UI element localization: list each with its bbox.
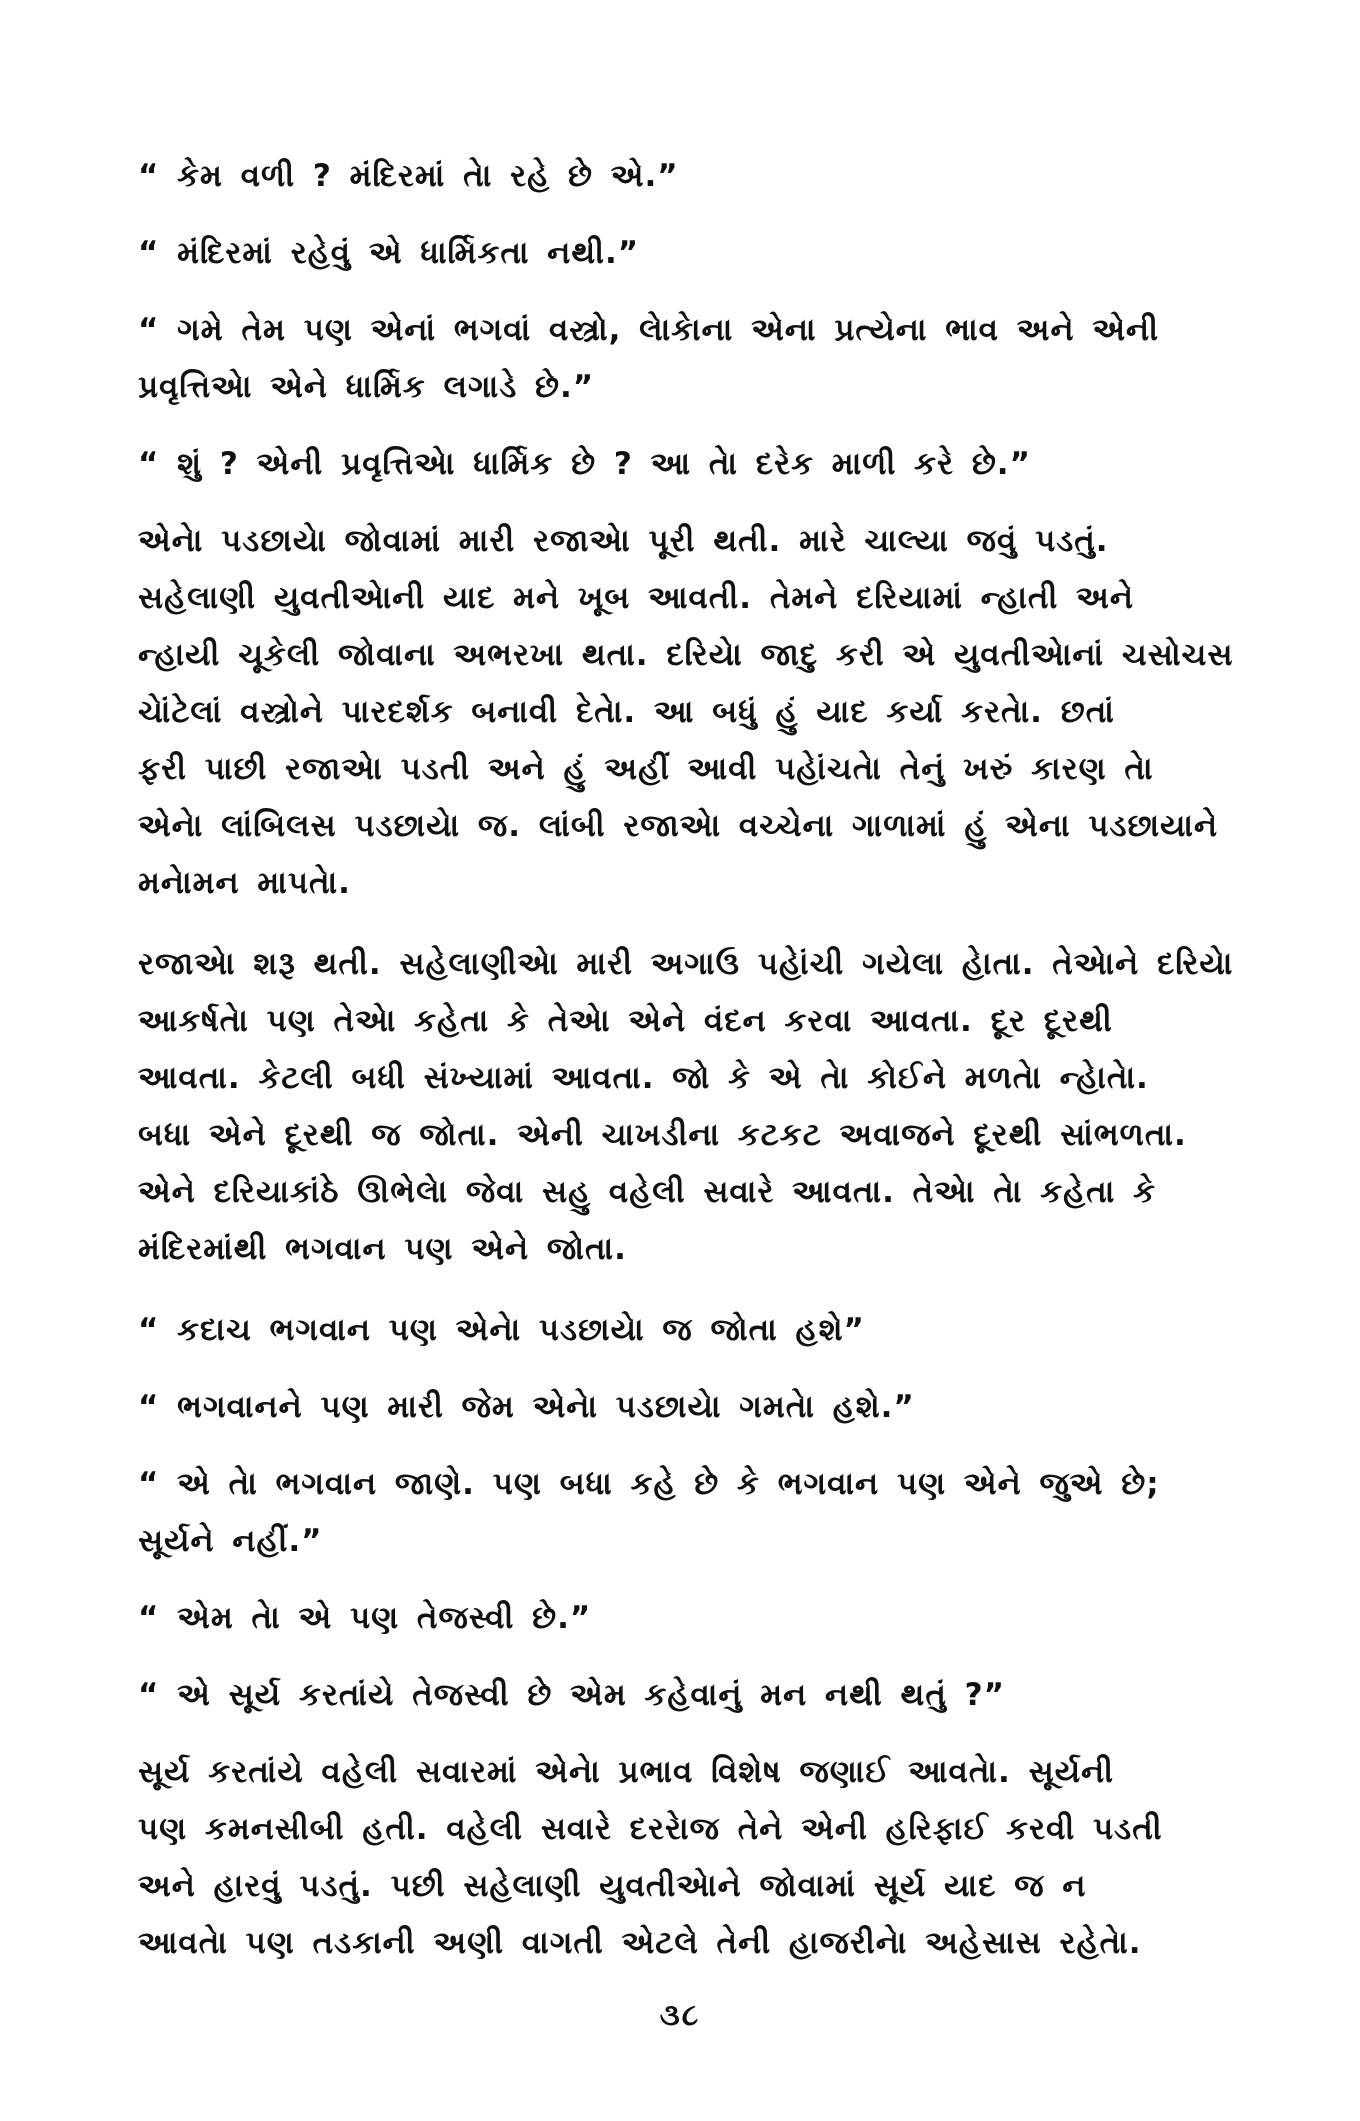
- text-line: “ એ તેા ભગવાન જાણે. પણ બધા કહે છે કે ભગવાન પણ એને જુએ છે;: [138, 1466, 1160, 1502]
- text-line: ફરી પાછી રજાએા પડતી અને હું અહીં આવી પહેાંચતેા તેનું ખરું કારણ તેા: [138, 751, 1154, 787]
- page-body: [138, 148, 1238, 1996]
- text-line: એને દરિયાકાંઠે ઊભેલેા જેવા સહુ વહેલી સવારે આવતા. તેએા તેા કહેતા કે: [138, 1174, 1156, 1210]
- text-line: એનેા લાંબિલસ પડછાયેા જ. લાંબી રજાએા વચ્ચેના ગાળામાં હું એના પડછાયાને: [138, 808, 1219, 844]
- text-line: અને હારવું પડતું. પછી સહેલાણી યુવતીએાને જોવામાં સૂર્ય યાદ જ ન: [138, 1868, 1087, 1904]
- dialog-paragraph: [138, 1667, 1238, 1724]
- text-column: [138, 148, 1238, 1972]
- text-line: સહેલાણી યુવતીએાની યાદ મને ખૂબ આવતી. તેમને દરિયામાં ન્હાતી અને: [138, 580, 1134, 616]
- text-line: સૂર્યને નહીં.”: [138, 1523, 323, 1559]
- text-line: આકર્ષતેા પણ તેએા કહેતા કે તેએા એને વંદન કરવા આવતા. દૂર દૂરથી: [138, 1003, 1113, 1039]
- text-line: પ્રવૃત્તિએા એને ધાર્મિક લગાડે છે.”: [138, 369, 595, 405]
- prose-paragraph: [138, 513, 1238, 912]
- dialog-paragraph: [138, 148, 1238, 205]
- text-line: આવતા. કેટલી બધી સંખ્યામાં આવતા. જો કે એ તેા કોઈને મળતેા ન્હેાતેા.: [138, 1060, 1149, 1096]
- text-line: ચેાંટેલાં વસ્ત્રોને પારદર્શક બનાવી દેતેા. આ બધું હું યાદ કર્યા કરતેા. છતાં: [138, 694, 1115, 730]
- dialog-paragraph: [138, 302, 1238, 416]
- dialog-paragraph: [138, 225, 1238, 282]
- prose-paragraph: [138, 936, 1238, 1278]
- text-line: મંદિરમાંથી ભગવાન પણ એને જોતા.: [138, 1231, 627, 1267]
- text-line: બધા એને દૂરથી જ જોતા. એની ચાખડીના કટકટ અવાજને દૂરથી સાંભળતા.: [138, 1117, 1187, 1153]
- text-line: “ ભગવાનને પણ મારી જેમ એનેા પડછાયેા ગમતેા હશે.”: [138, 1389, 915, 1425]
- text-line: આવતેા પણ તડકાની અણી વાગતી એટલે તેની હાજરીનેા અહેસાસ રહેતેા.: [138, 1925, 1142, 1961]
- dialog-paragraph: [138, 1379, 1238, 1436]
- prose-paragraph: [138, 1744, 1238, 1972]
- text-line: પણ કમનસીબી હતી. વહેલી સવારે દરરેાજ તેને એની હરિફાઈ કરવી પડતી: [138, 1811, 1163, 1847]
- text-line: સૂર્ય કરતાંયે વહેલી સવારમાં એનેા પ્રભાવ વિશેષ જણાઈ આવતેા. સૂર્યની: [138, 1754, 1115, 1790]
- text-line: એનેા પડછાયેા જોવામાં મારી રજાએા પૂરી થતી. મારે ચાલ્યા જવું પડતું.: [138, 523, 1109, 559]
- dialog-paragraph: [138, 1302, 1238, 1359]
- dialog-paragraph: [138, 1590, 1238, 1647]
- text-line: “ કેમ વળી ? મંદિરમાં તેા રહે છે એ.”: [138, 158, 679, 194]
- text-line: “ શું ? એની પ્રવૃત્તિએા ધાર્મિક છે ? આ તેા દરેક માળી કરે છે.”: [138, 446, 1031, 482]
- text-line: “ એ સૂર્ય કરતાંયે તેજસ્વી છે એમ કહેવાનું મન નથી થતું ?”: [138, 1677, 1006, 1713]
- text-line: ન્હાયી ચૂકેલી જોવાના અભરખા થતા. દરિયેા જાદુ કરી એ યુવતીએાનાં ચસોચસ: [138, 637, 1234, 673]
- dialog-paragraph: [138, 1456, 1238, 1570]
- text-line: “ મંદિરમાં રહેવું એ ધાર્મિકતા નથી.”: [138, 235, 640, 271]
- text-line: “ ગમે તેમ પણ એનાં ભગવાં વસ્ત્રો, લેાકેાના એના પ્રત્યેના ભાવ અને એની: [138, 312, 1160, 348]
- text-line: “ એમ તેા એ પણ તેજસ્વી છે.”: [138, 1600, 592, 1636]
- text-line: મનેામન માપતેા.: [138, 865, 351, 901]
- text-line: રજાએા શરૂ થતી. સહેલાણીએા મારી અગાઉ પહેાંચી ગયેલા હેાતા. તેએાને દરિયેા: [138, 946, 1234, 982]
- page-number: ૩૮: [659, 1998, 701, 2033]
- text-line: “ કદાચ ભગવાન પણ એનેા પડછાયેા જ જોતા હશે”: [138, 1312, 865, 1348]
- dialog-paragraph: [138, 436, 1238, 493]
